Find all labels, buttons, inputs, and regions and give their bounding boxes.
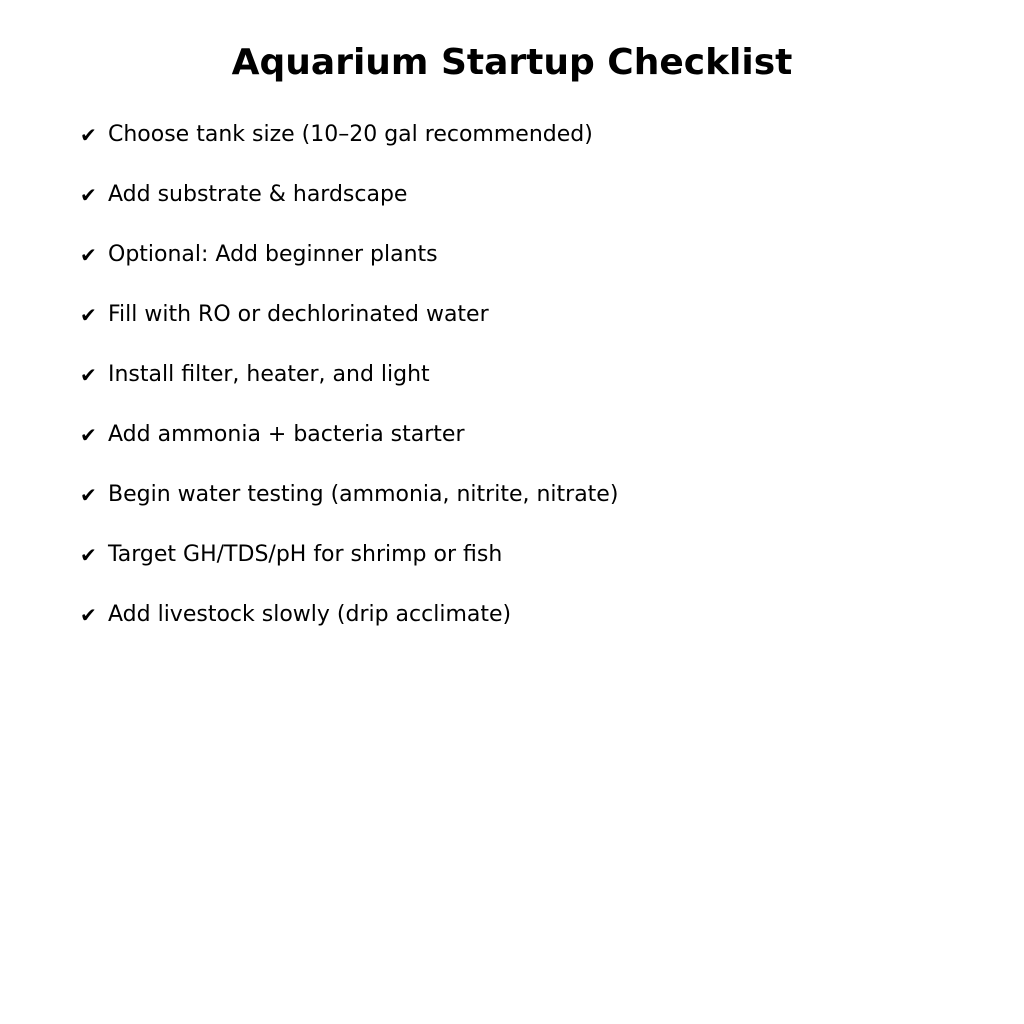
checkmark-icon: ✔ bbox=[80, 543, 97, 567]
checklist-item-label: Fill with RO or dechlorinated water bbox=[108, 302, 489, 327]
checklist-item-label: Optional: Add beginner plants bbox=[108, 242, 438, 267]
checkmark-icon: ✔ bbox=[80, 243, 97, 267]
checkmark-icon: ✔ bbox=[80, 483, 97, 507]
checklist-item-label: Choose tank size (10–20 gal recommended) bbox=[108, 122, 593, 147]
checkmark-icon: ✔ bbox=[80, 363, 97, 387]
checkmark-icon: ✔ bbox=[80, 183, 97, 207]
checklist-item bbox=[80, 600, 618, 660]
checklist-item-label: Add substrate & hardscape bbox=[108, 182, 408, 207]
checklist-item-label: Target GH/TDS/pH for shrimp or fish bbox=[108, 542, 503, 567]
checkmark-icon: ✔ bbox=[80, 303, 97, 327]
checklist-item bbox=[80, 360, 618, 420]
checklist-item-label: Add ammonia + bacteria starter bbox=[108, 422, 465, 447]
checklist-item-label: Begin water testing (ammonia, nitrite, nitrate) bbox=[108, 482, 619, 507]
checklist-item bbox=[80, 480, 618, 540]
checklist bbox=[80, 120, 618, 660]
checklist-item bbox=[80, 240, 618, 300]
checklist-item bbox=[80, 300, 618, 360]
checklist-item bbox=[80, 540, 618, 600]
checkmark-icon: ✔ bbox=[80, 423, 97, 447]
checkmark-icon: ✔ bbox=[80, 123, 97, 147]
checklist-item-label: Install filter, heater, and light bbox=[108, 362, 430, 387]
checklist-item bbox=[80, 120, 618, 180]
checklist-item-label: Add livestock slowly (drip acclimate) bbox=[108, 602, 512, 627]
page-title: Aquarium Startup Checklist bbox=[231, 42, 793, 83]
checklist-item bbox=[80, 420, 618, 480]
checkmark-icon: ✔ bbox=[80, 603, 97, 627]
checklist-item bbox=[80, 180, 618, 240]
